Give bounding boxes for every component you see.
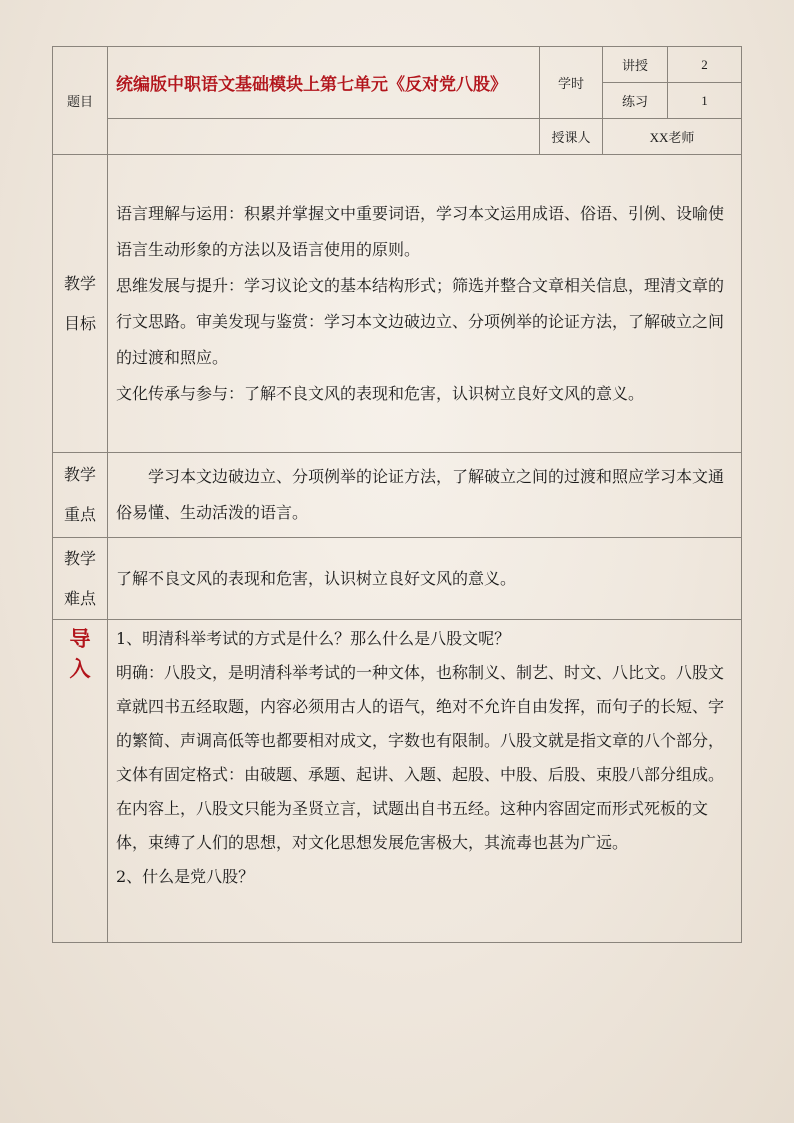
lecture-hours-value: 2 bbox=[668, 47, 742, 83]
difficulties-text: 了解不良文风的表现和危害，认识树立良好文风的意义。 bbox=[116, 568, 517, 588]
teacher-label: 授课人 bbox=[540, 119, 603, 155]
key-points-label-line1: 教学 bbox=[63, 465, 96, 484]
difficulties-label-line1: 教学 bbox=[63, 548, 96, 568]
lesson-title: 统编版中职语文基础模块上第七单元《反对党八股》 bbox=[108, 47, 540, 119]
objective-culture: 文化传承与参与：了解不良文风的表现和危害，认识树立良好文风的意义。 bbox=[116, 383, 645, 403]
difficulties-label bbox=[53, 538, 108, 620]
title-spacer bbox=[108, 119, 540, 155]
intro-content bbox=[108, 620, 742, 943]
lesson-plan-table bbox=[52, 46, 742, 943]
key-points-content bbox=[108, 453, 742, 538]
intro-label-line2: 入 bbox=[69, 656, 91, 681]
lesson-plan-sheet bbox=[52, 46, 741, 943]
intro-label bbox=[53, 620, 108, 943]
practice-label: 练习 bbox=[603, 83, 668, 119]
key-points-label bbox=[53, 453, 108, 538]
objectives-label bbox=[53, 155, 108, 453]
hours-label: 学时 bbox=[540, 47, 603, 119]
objectives-label-line1: 教学 bbox=[63, 273, 96, 293]
intro-answer: 明确：八股文，是明清科举考试的一种文体，也称制义、制艺、时文、八比文。八股文章就四书五经取题，内容必须用古人的语气，绝对不允许自由发挥，而句子的长短、字的繁简、声调高低等也都要相对成文，字数也有限制。八股文就是指文章的八个部分，文体有固定格式：由破题、承题、起讲、入题、起股、中股、后股、束股八部分组成。在内容上，八股文只能为圣贤立言，试题出自书五经。这种内容固定而形式死板的文体，束缚了人们的思想，对文化思想发展危害极大，其流毒也甚为广远。 bbox=[116, 663, 725, 852]
topic-label: 题目 bbox=[53, 47, 108, 155]
objectives-label-line2: 目标 bbox=[63, 313, 96, 333]
practice-hours-value: 1 bbox=[668, 83, 742, 119]
teacher-value: XX老师 bbox=[603, 119, 742, 155]
objective-language: 语言理解与运用：积累并掌握文中重要词语，学习本文运用成语、俗语、引例、设喻使语言生动形象的方法以及语言使用的原则。 bbox=[116, 203, 725, 259]
key-points-label-line2: 重点 bbox=[63, 505, 96, 524]
lecture-label: 讲授 bbox=[603, 47, 668, 83]
objective-thinking: 思维发展与提升：学习议论文的基本结构形式；筛选并整合文章相关信息，理清文章的行文思路。审美发现与鉴赏：学习本文边破边立、分项例举的论证方法，了解破立之间的过渡和照应。 bbox=[116, 275, 725, 367]
difficulties-content bbox=[108, 538, 742, 620]
intro-question-1: 1、明清科举考试的方式是什么？那么什么是八股文呢？ bbox=[116, 629, 511, 648]
difficulties-label-line2: 难点 bbox=[63, 588, 96, 608]
intro-question-2: 2、什么是党八股？ bbox=[116, 867, 255, 886]
objectives-content bbox=[108, 155, 742, 453]
intro-label-line1: 导 bbox=[69, 626, 91, 651]
key-points-text: 学习本文边破边立、分项例举的论证方法，了解破立之间的过渡和照应学习本文通俗易懂、生动活泼的语言。 bbox=[116, 467, 725, 522]
